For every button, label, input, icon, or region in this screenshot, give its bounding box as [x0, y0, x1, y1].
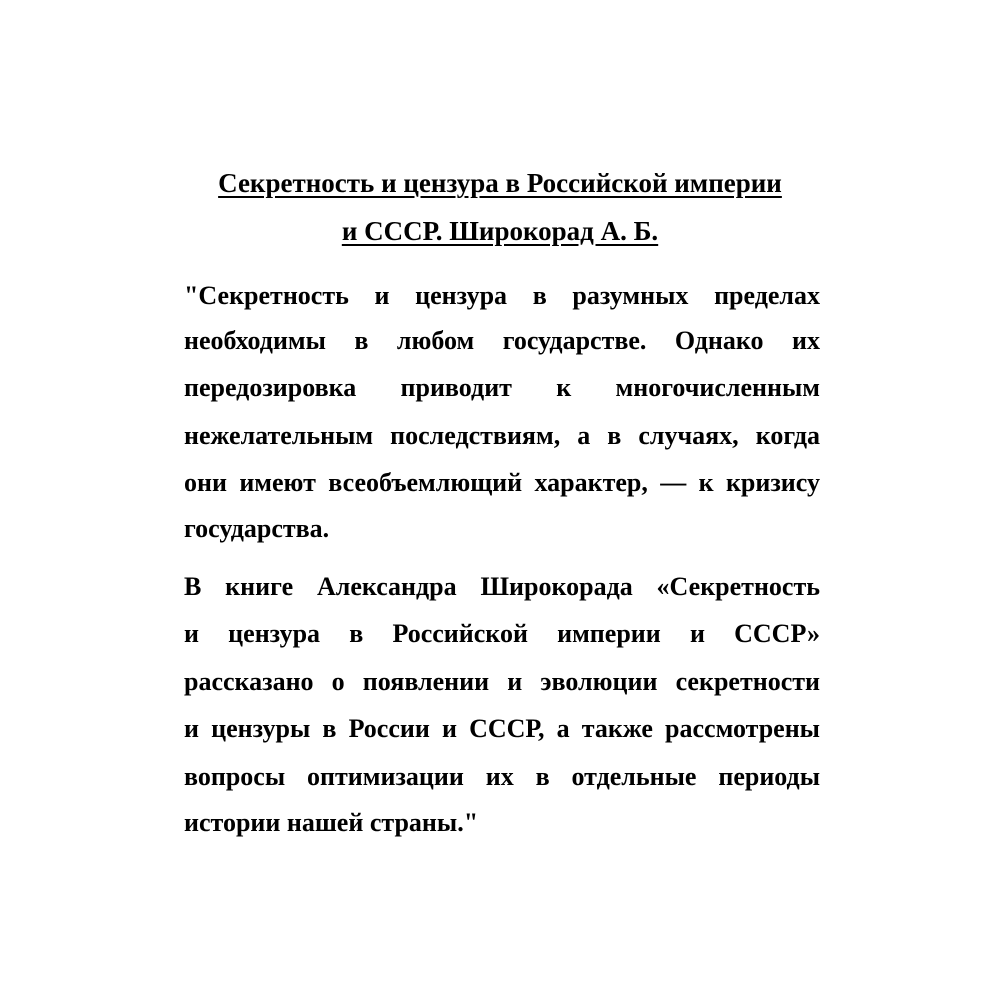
paragraph-2-line: рассказано о появлении и эволюции секретности [184, 667, 820, 696]
paragraph-2-line: В книге Александра Широкорада «Секретность [184, 572, 820, 601]
paragraph-2-line: вопросы оптимизации их в отдельные периоды [184, 762, 820, 791]
document-title-line-2: и СССР. Широкорад А. Б. [341, 216, 659, 246]
paragraph-2-line: и цензуры в России и СССР, а также рассмотрены [184, 714, 820, 743]
paragraph-1-line: необходимы в любом государстве. Однако их [184, 326, 820, 355]
paragraph-1-line: передозировка приводит к многочисленным [184, 373, 820, 402]
paragraph-1-line: государства. [184, 514, 330, 543]
paragraph-1-line: они имеют всеобъемлющий характер, — к кризису [184, 468, 820, 497]
paragraph-1-line: нежелательным последствиям, а в случаях, когда [184, 421, 820, 450]
document-title-line-1: Секретность и цензура в Российской империи [218, 168, 782, 198]
paragraph-2-line: истории нашей страны." [184, 808, 479, 837]
paragraph-2-line: и цензура в Российской империи и СССР» [184, 619, 820, 648]
paragraph-1-line: "Секретность и цензура в разумных пределах [184, 281, 820, 310]
